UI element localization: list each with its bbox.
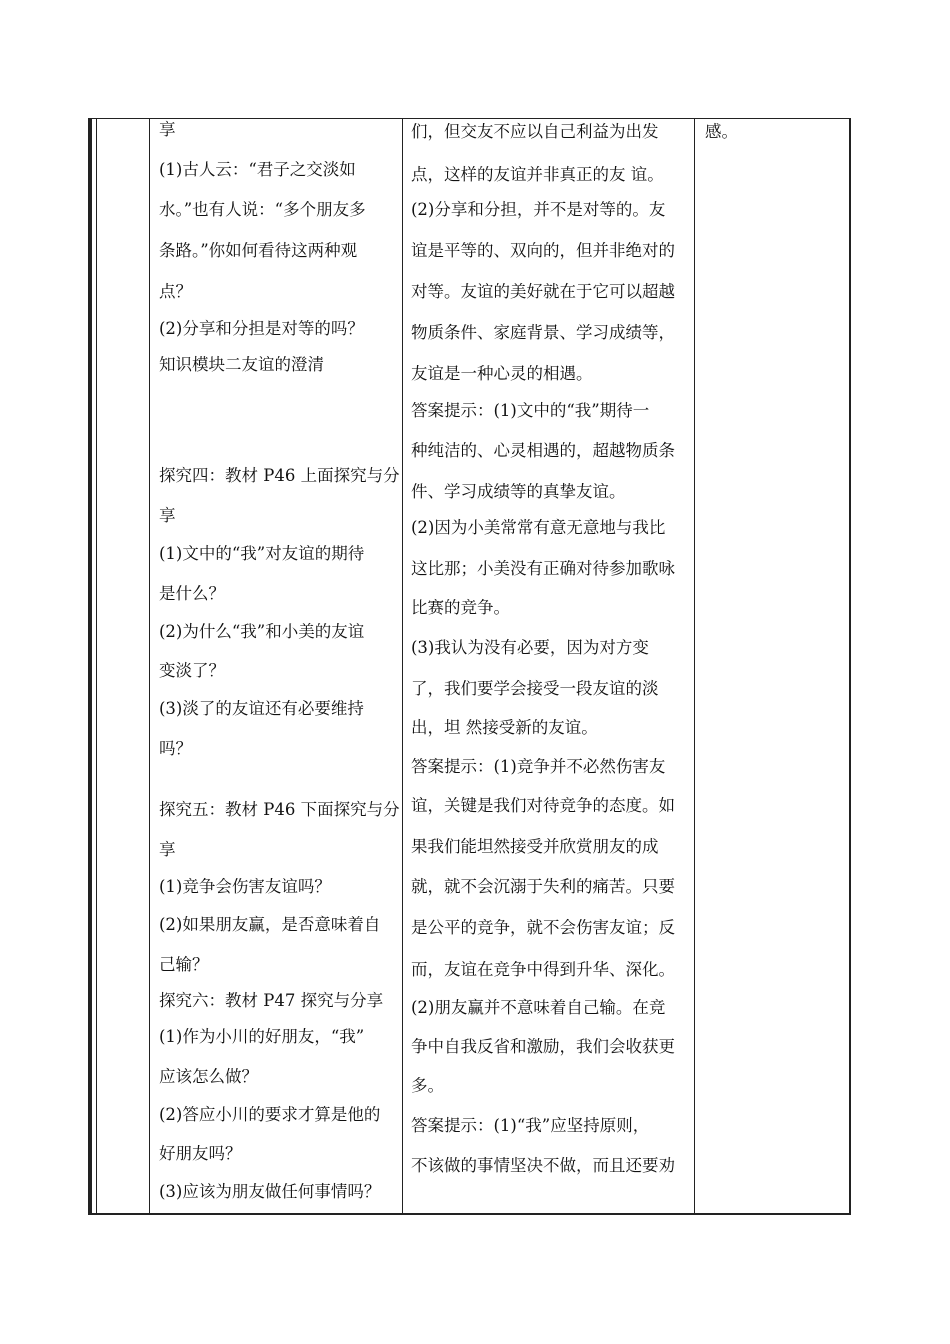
activity-line: (2)分享和分担是对等的吗？ xyxy=(159,319,364,338)
activity-line: 己输？ xyxy=(159,955,209,974)
answer-line: 不该做的事情坚决不做，而且还要劝 xyxy=(411,1156,675,1175)
section-heading: 知识模块二友谊的澄清 xyxy=(159,355,324,374)
answer-line: 争中自我反省和激励，我们会收获更 xyxy=(411,1037,675,1056)
answer-line: 就，就不会沉溺于失利的痛苦。只要 xyxy=(411,877,675,896)
table-border-right xyxy=(849,118,851,1215)
activity-line: 变淡了？ xyxy=(159,661,225,680)
answer-line: 这比那；小美没有正确对待参加歌咏 xyxy=(411,559,675,578)
column-divider-2 xyxy=(402,118,403,1215)
answer-line: 出，坦 然接受新的友谊。 xyxy=(411,718,598,737)
answer-line: 点，这样的友谊并非真正的友 谊。 xyxy=(411,165,664,184)
activity-line: 点？ xyxy=(159,282,192,301)
column-divider-1 xyxy=(149,118,150,1215)
activity-line: (1)竞争会伤害友谊吗？ xyxy=(159,877,331,896)
answer-line: (3)我认为没有必要，因为对方变 xyxy=(411,638,649,657)
answer-line: (2)因为小美常常有意无意地与我比 xyxy=(411,518,666,537)
activity-line: 享 xyxy=(159,506,176,525)
activity-heading: 探究六：教材 P47 探究与分享 xyxy=(159,991,384,1010)
activity-line: 应该怎么做？ xyxy=(159,1067,258,1086)
answer-line: 比赛的竞争。 xyxy=(411,598,510,617)
answer-line: 物质条件、家庭背景、学习成绩等， xyxy=(411,323,675,342)
answer-line: 件、学习成绩等的真挚友谊。 xyxy=(411,482,626,501)
answer-line: 谊，关键是我们对待竞争的态度。如 xyxy=(411,796,675,815)
activity-line: (3)淡了的友谊还有必要维持 xyxy=(159,699,364,718)
activity-line: (2)为什么“我”和小美的友谊 xyxy=(159,622,365,641)
answer-line: 种纯洁的、心灵相遇的，超越物质条 xyxy=(411,441,675,460)
answer-line: 了，我们要学会接受一段友谊的淡 xyxy=(411,679,659,698)
answer-hint-line: 答案提示：(1)“我”应坚持原则， xyxy=(411,1116,650,1135)
answer-line: 多。 xyxy=(411,1076,444,1095)
answer-line: 友谊是一种心灵的相遇。 xyxy=(411,364,593,383)
activity-line: 是什么？ xyxy=(159,584,225,603)
column-divider-3 xyxy=(694,118,695,1215)
activity-heading: 探究四：教材 P46 上面探究与分 xyxy=(159,466,400,485)
activity-line: 水。”也有人说：“多个朋友多 xyxy=(159,200,366,219)
answer-line: 果我们能坦然接受并欣赏朋友的成 xyxy=(411,837,659,856)
answer-hint-line: 答案提示：(1)竞争并不必然伤害友 xyxy=(411,757,666,776)
activity-line: (3)应该为朋友做任何事情吗？ xyxy=(159,1182,381,1201)
answer-line: (2)朋友赢并不意味着自己输。在竞 xyxy=(411,998,666,1017)
activity-heading: 探究五：教材 P46 下面探究与分 xyxy=(159,800,400,819)
activity-line: (2)如果朋友赢，是否意味着自 xyxy=(159,915,381,934)
answer-line: 谊是平等的、双向的，但并非绝对的 xyxy=(411,241,675,260)
table-border-left xyxy=(88,118,92,1215)
answer-line: 们，但交友不应以自己利益为出发 xyxy=(411,122,659,141)
answer-line: 对等。友谊的美好就在于它可以超越 xyxy=(411,282,675,301)
activity-line: (1)文中的“我”对友谊的期待 xyxy=(159,544,365,563)
activity-line: 享 xyxy=(159,840,176,859)
answer-line: 是公平的竞争，就不会伤害友谊；反 xyxy=(411,918,675,937)
activity-line: 条路。”你如何看待这两种观 xyxy=(159,241,358,260)
activity-line: (1)作为小川的好朋友，“我” xyxy=(159,1027,365,1046)
answer-line: (2)分享和分担，并不是对等的。友 xyxy=(411,200,666,219)
activity-line: 吗？ xyxy=(159,739,192,758)
answer-hint-line: 答案提示：(1)文中的“我”期待一 xyxy=(411,401,650,420)
activity-line: 享 xyxy=(159,120,176,139)
answer-line: 而，友谊在竞争中得到升华、深化。 xyxy=(411,960,675,979)
table-border-left-inner xyxy=(96,118,97,1215)
notes-line: 感。 xyxy=(705,122,738,141)
activity-line: 好朋友吗？ xyxy=(159,1144,242,1163)
activity-line: (1)古人云：“君子之交淡如 xyxy=(159,160,356,179)
activity-line: (2)答应小川的要求才算是他的 xyxy=(159,1105,381,1124)
